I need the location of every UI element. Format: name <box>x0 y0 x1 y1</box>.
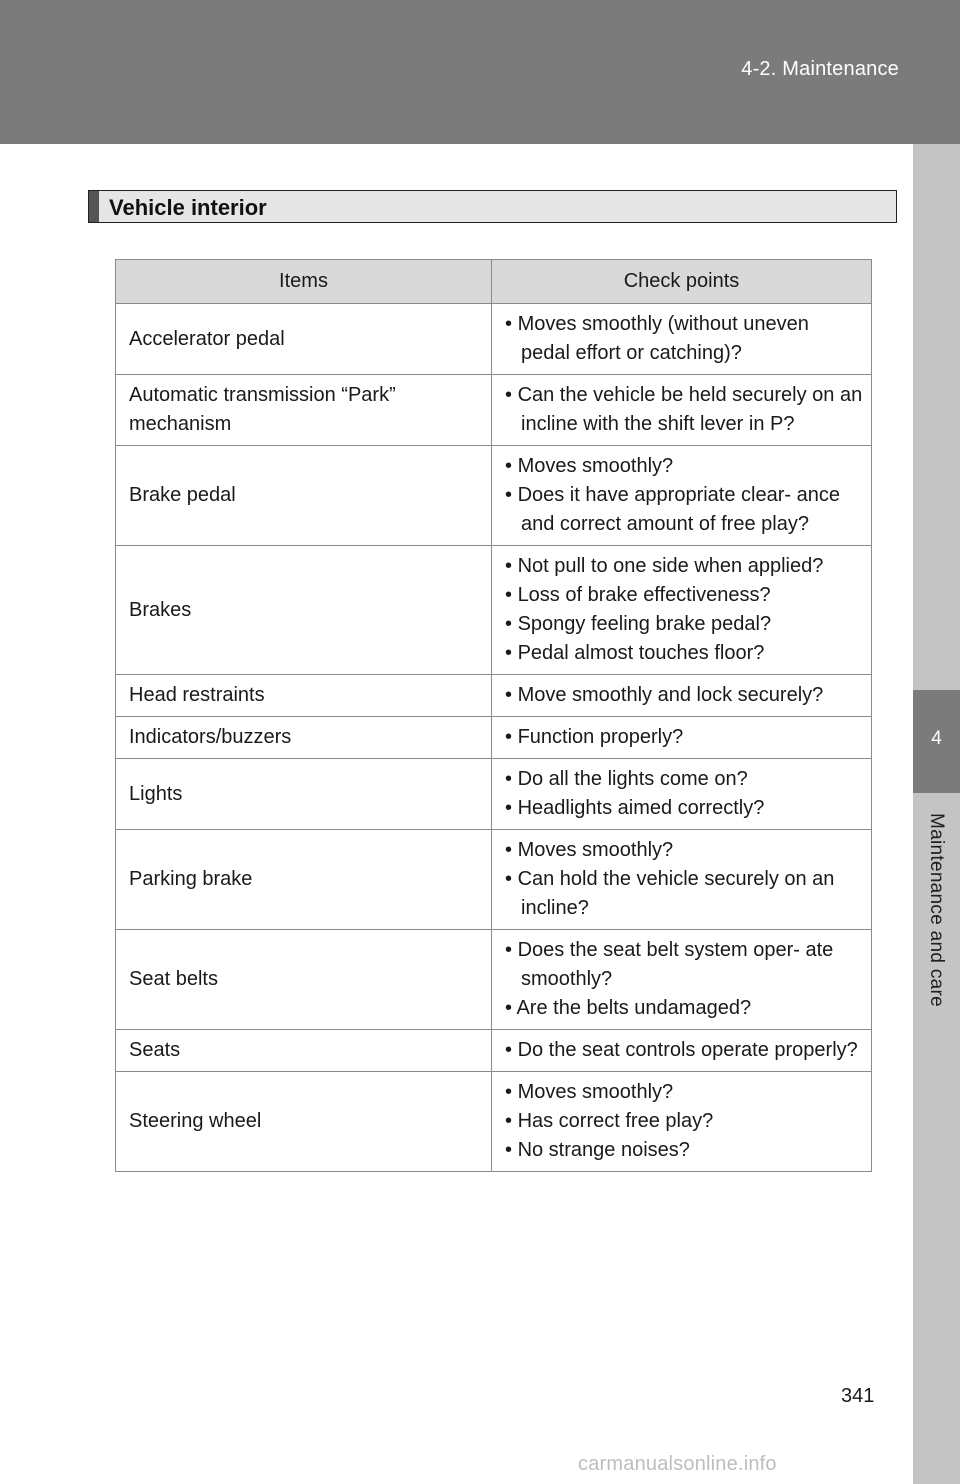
bullet-icon: • <box>505 1110 518 1132</box>
bullet-icon: • <box>505 868 518 890</box>
check-point <box>505 552 863 581</box>
table-row <box>116 304 872 375</box>
item-cell: Steering wheel <box>116 1072 492 1172</box>
check-points-cell <box>492 446 872 546</box>
bullet-icon: • <box>505 1039 518 1061</box>
check-point <box>505 610 863 639</box>
bullet-icon: • <box>505 1081 518 1103</box>
check-point <box>505 1136 863 1165</box>
item-cell: Automatic transmission “Park” mechanism <box>116 375 492 446</box>
check-points-cell <box>492 675 872 717</box>
bullet-icon: • <box>505 384 518 406</box>
bullet-icon: • <box>505 555 518 577</box>
check-points-cell <box>492 930 872 1030</box>
section-title-marker <box>89 191 99 222</box>
check-table <box>115 259 872 1172</box>
side-tab-upper <box>913 144 960 690</box>
bullet-icon: • <box>505 997 517 1019</box>
check-point <box>505 1036 863 1065</box>
check-point-text: Can hold the vehicle securely on an incline? <box>517 868 835 919</box>
bullet-icon: • <box>505 684 518 706</box>
check-points-cell <box>492 375 872 446</box>
check-point <box>505 681 863 710</box>
check-point-text: Does it have appropriate clear- ance and correct amount of free play? <box>517 484 840 535</box>
check-point <box>505 936 863 994</box>
item-cell: Accelerator pedal <box>116 304 492 375</box>
check-points-cell <box>492 759 872 830</box>
table-row <box>116 546 872 675</box>
table-row <box>116 717 872 759</box>
check-point-text: Do all the lights come on? <box>517 768 748 790</box>
check-point-text: Moves smoothly? <box>517 1081 674 1103</box>
check-point <box>505 452 863 481</box>
bullet-icon: • <box>505 313 518 335</box>
check-point-text: Moves smoothly? <box>517 839 674 861</box>
check-point <box>505 794 863 823</box>
chapter-label: Maintenance and care <box>926 812 947 1008</box>
table-row <box>116 1030 872 1072</box>
check-point <box>505 581 863 610</box>
column-header-check-points: Check points <box>492 260 872 304</box>
item-cell: Brake pedal <box>116 446 492 546</box>
check-point-text: No strange noises? <box>517 1139 690 1161</box>
table-header-row <box>116 260 872 304</box>
table-row <box>116 930 872 1030</box>
bullet-icon: • <box>505 939 518 961</box>
check-point-text: Function properly? <box>517 726 684 748</box>
table-row <box>116 759 872 830</box>
item-cell: Seat belts <box>116 930 492 1030</box>
table-row <box>116 375 872 446</box>
check-point-text: Has correct free play? <box>517 1110 714 1132</box>
check-points-cell <box>492 1072 872 1172</box>
check-point-text: Headlights aimed correctly? <box>517 797 765 819</box>
check-points-cell <box>492 1030 872 1072</box>
check-point <box>505 723 863 752</box>
check-point <box>505 994 863 1023</box>
check-point-text: Can the vehicle be held securely on an incline with the shift lever in P? <box>517 384 863 435</box>
bullet-icon: • <box>505 484 518 506</box>
bullet-icon: • <box>505 839 518 861</box>
check-point-text: Not pull to one side when applied? <box>517 555 824 577</box>
check-point <box>505 1107 863 1136</box>
check-point-text: Moves smoothly (without uneven pedal effort or catching)? <box>517 313 809 364</box>
bullet-icon: • <box>505 797 518 819</box>
item-cell: Lights <box>116 759 492 830</box>
check-point <box>505 865 863 923</box>
bullet-icon: • <box>505 768 518 790</box>
check-point <box>505 836 863 865</box>
check-point-text: Do the seat controls operate properly? <box>517 1039 858 1061</box>
column-header-items: Items <box>116 260 492 304</box>
chapter-number: 4 <box>931 728 942 749</box>
watermark: carmanualsonline.info <box>578 1453 777 1475</box>
table-row <box>116 446 872 546</box>
check-point-text: Does the seat belt system oper- ate smoothly? <box>517 939 834 990</box>
header-section-title: 4-2. Maintenance <box>741 58 899 80</box>
bullet-icon: • <box>505 584 518 606</box>
page-number: 341 <box>841 1385 875 1407</box>
check-point-text: Spongy feeling brake pedal? <box>517 613 772 635</box>
bullet-icon: • <box>505 642 518 664</box>
item-cell: Parking brake <box>116 830 492 930</box>
item-cell: Indicators/buzzers <box>116 717 492 759</box>
check-points-cell <box>492 304 872 375</box>
check-points-cell <box>492 546 872 675</box>
table-row <box>116 1072 872 1172</box>
item-cell: Brakes <box>116 546 492 675</box>
table-row <box>116 675 872 717</box>
check-point <box>505 310 863 368</box>
bullet-icon: • <box>505 613 518 635</box>
item-cell: Seats <box>116 1030 492 1072</box>
check-point <box>505 639 863 668</box>
section-title-box <box>88 190 897 223</box>
check-point <box>505 481 863 539</box>
table-row <box>116 830 872 930</box>
section-title: Vehicle interior <box>109 195 267 220</box>
check-point-text: Loss of brake effectiveness? <box>517 584 771 606</box>
item-cell: Head restraints <box>116 675 492 717</box>
check-point <box>505 381 863 439</box>
bullet-icon: • <box>505 455 518 477</box>
check-point-text: Move smoothly and lock securely? <box>517 684 824 706</box>
check-point <box>505 765 863 794</box>
bullet-icon: • <box>505 726 518 748</box>
check-point-text: Pedal almost touches floor? <box>517 642 765 664</box>
bullet-icon: • <box>505 1139 518 1161</box>
check-point <box>505 1078 863 1107</box>
table-body <box>116 304 872 1172</box>
check-point-text: Moves smoothly? <box>517 455 674 477</box>
check-points-cell <box>492 830 872 930</box>
check-points-cell <box>492 717 872 759</box>
check-point-text: Are the belts undamaged? <box>516 997 752 1019</box>
